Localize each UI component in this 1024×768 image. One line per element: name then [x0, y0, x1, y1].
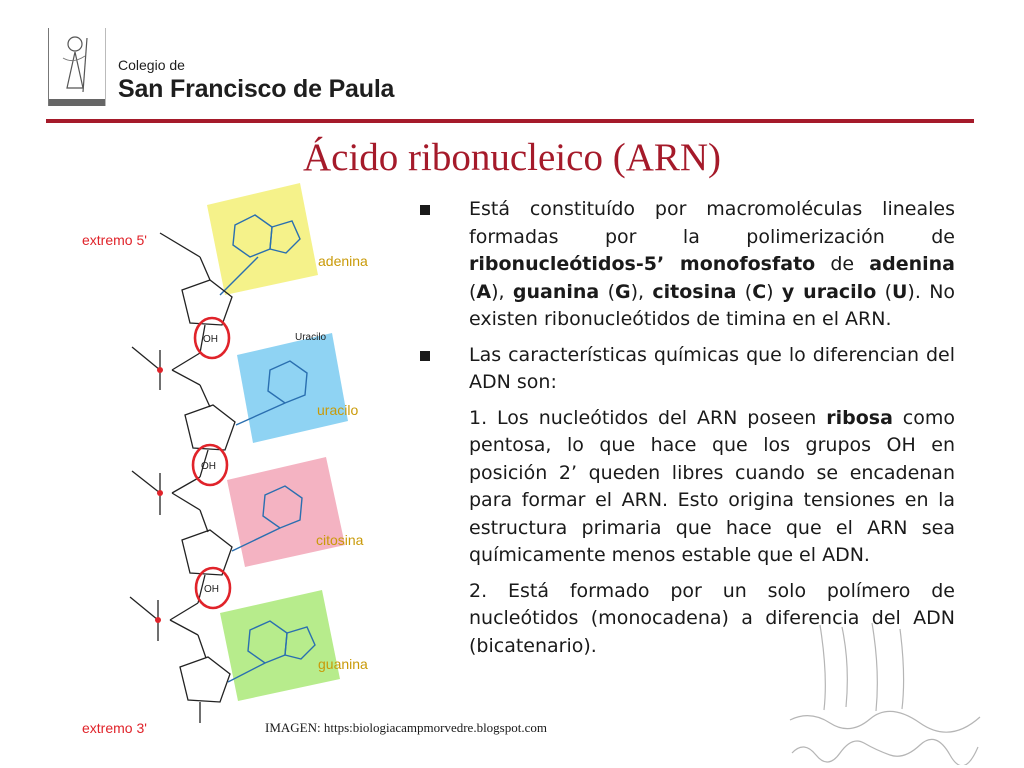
oh-label-2: OH [201, 461, 216, 472]
rna-strand-figure [60, 175, 400, 745]
school-name-line1: Colegio de [118, 57, 185, 73]
slide-title: Ácido ribonucleico (ARN) [302, 136, 722, 179]
square-bullet-icon [420, 351, 430, 361]
base-label-citosina: citosina [316, 532, 364, 548]
square-bullet-icon [420, 205, 430, 215]
label-3-prime: extremo 3' [82, 720, 147, 736]
uracilo-panel [237, 333, 348, 443]
adenina-panel [207, 183, 318, 295]
saint-figure-icon [49, 28, 105, 106]
difference-2: 2. Está formado por un solo polímero de nucleótidos (monocadena) a diferencia del ADN (bicatenario). [469, 579, 955, 657]
base-label-guanina: guanina [318, 656, 368, 672]
oh-label-1: OH [203, 334, 218, 345]
oh-label-3: OH [204, 584, 219, 595]
bullet-differences: Las características químicas que lo diferencian del ADN son: [420, 342, 955, 397]
header-divider [46, 119, 974, 123]
bullet-composition: Está constituído por macromoléculas lineales formadas por la polimerización de ribonucleótidos-5’ monofosfato de adenina (A), guanina (G), citosina (C) y uracilo (U). No existen ribonucleótidos de timina en el ARN. [420, 196, 955, 334]
base-label-uracilo: uracilo [317, 402, 359, 418]
citosina-panel [227, 457, 345, 567]
school-name [118, 58, 394, 102]
handwriting-decoration [780, 615, 990, 765]
uracilo-structure-title: Uracilo [295, 332, 327, 343]
image-credit: IMAGEN: https:biologiacampmorvedre.blogspot.com [265, 720, 547, 735]
base-label-adenina: adenina [318, 253, 368, 269]
slide-body [420, 196, 955, 668]
difference-1: 1. Los nucleótidos del ARN poseen ribosa como pentosa, lo que hace que los grupos OH en posición 2’ queden libres cuando se encadenan para formar el ARN. Esto origina tensiones en la estructura primaria que hace que el ARN sea químicamente menos estable que el ADN. [469, 406, 955, 566]
guanina-panel [220, 590, 340, 701]
school-name-line2: San Francisco de Paula [118, 75, 395, 103]
label-5-prime: extremo 5' [82, 232, 147, 248]
school-logo [48, 28, 106, 106]
